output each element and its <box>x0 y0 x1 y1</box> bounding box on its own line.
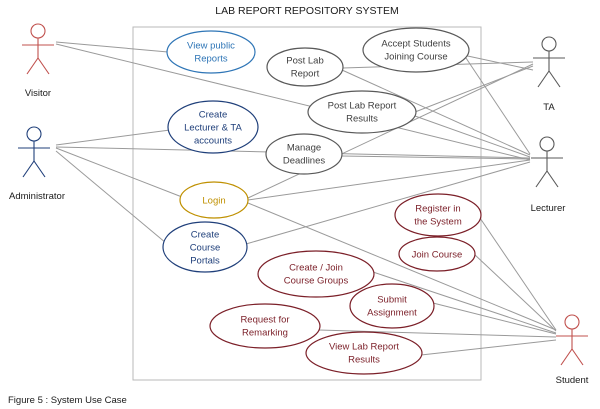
use-case-accept-students-joining-course[interactable] <box>363 28 469 72</box>
use-case-label-line2: Results <box>348 354 380 366</box>
use-case-view-public-reports[interactable] <box>167 31 255 73</box>
actor-visitor[interactable] <box>22 24 54 99</box>
use-case-label-line1: Register in <box>415 203 461 215</box>
use-case-request-for-remarking[interactable] <box>210 304 320 348</box>
use-case-label-line3: Portals <box>190 255 220 267</box>
use-case-label-line1: Manage <box>286 142 322 154</box>
use-case-label-line3: accounts <box>193 135 233 147</box>
use-case-label-line1: Create / Join <box>289 262 343 274</box>
use-case-label-line2: Joining Course <box>384 51 448 63</box>
use-case-label-line2: Course Groups <box>283 275 349 287</box>
use-case-label-line2: Remarking <box>242 327 288 339</box>
actor-student[interactable] <box>556 315 589 386</box>
actor-ta-label: TA <box>543 102 555 113</box>
use-case-label-line1: Create <box>190 229 220 241</box>
use-case-submit-assignment[interactable] <box>350 284 434 328</box>
use-case-login[interactable] <box>180 182 248 218</box>
actor-lecturer-label: Lecturer <box>530 203 566 214</box>
use-case-post-lab-report[interactable] <box>267 48 343 86</box>
use-case-label-line2: Results <box>346 113 378 125</box>
use-case-post-lab-report-results[interactable] <box>308 91 416 133</box>
use-case-view-lab-report-results[interactable] <box>306 332 422 374</box>
use-case-label-line1: View Lab Report <box>328 341 400 353</box>
actor-visitor-label: Visitor <box>24 88 52 99</box>
use-case-register-in-the-system[interactable] <box>395 194 481 236</box>
actor-student-label: Student <box>555 375 589 386</box>
actor-administrator-label: Administrator <box>9 191 65 202</box>
use-case-create-course-portals[interactable] <box>163 222 247 272</box>
use-case-label-line1: Accept Students <box>381 38 451 50</box>
use-case-label-line1: Submit <box>377 294 407 306</box>
use-case-label-line2: Deadlines <box>282 155 326 167</box>
figure-caption: Figure 5 : System Use Case <box>8 395 127 406</box>
use-case-create-join-course-groups[interactable] <box>258 251 374 297</box>
use-case-manage-deadlines[interactable] <box>266 134 342 174</box>
diagram-title: LAB REPORT REPOSITORY SYSTEM <box>215 5 399 17</box>
use-case-label-line1: Request for <box>240 314 290 326</box>
use-case-label-line1: Create <box>198 109 228 121</box>
use-case-label-line1: View public <box>187 40 235 52</box>
use-case-create-lecturer-ta-accounts[interactable] <box>168 101 258 153</box>
use-case-label-line2: the System <box>414 216 462 228</box>
actor-lecturer[interactable] <box>531 137 566 214</box>
use-case-label-line2: Report <box>290 68 320 80</box>
use-case-label: Join Course <box>411 249 463 261</box>
use-case-label-line2: Reports <box>194 53 228 65</box>
use-case-label-line2: Assignment <box>367 307 417 319</box>
actor-administrator[interactable] <box>9 127 65 202</box>
use-case-label-line1: Post Lab Report <box>327 100 397 112</box>
use-case-label-line2: Lecturer & TA <box>184 122 242 134</box>
use-case-join-course[interactable] <box>399 237 475 271</box>
use-case-label-line1: Post Lab <box>286 55 324 67</box>
use-case-label: Login <box>202 195 226 207</box>
actor-ta[interactable] <box>533 37 565 113</box>
use-case-label-line2: Course <box>189 242 221 254</box>
